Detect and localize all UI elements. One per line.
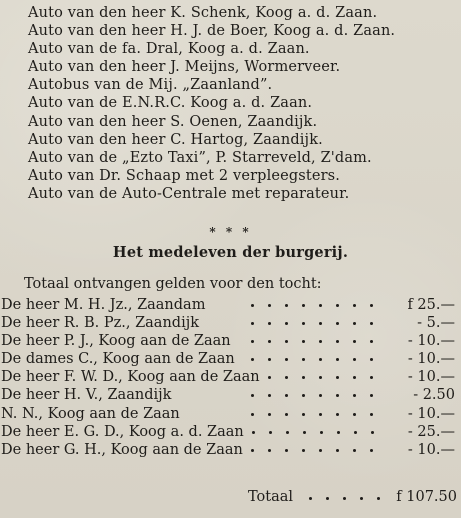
- leader-dot: [353, 358, 356, 361]
- leader-dot: [326, 497, 329, 500]
- donation-row: [1, 405, 459, 423]
- leader-dot: [285, 322, 288, 325]
- vehicle-line: Auto van de „Ezto Taxi”, P. Starreveld, Z'dam.: [28, 149, 372, 166]
- leader-dot: [319, 358, 322, 361]
- donation-row: [1, 441, 459, 459]
- leader-dot: [286, 431, 289, 434]
- leader-dot: [251, 358, 254, 361]
- leader-dot: [251, 304, 254, 307]
- leader-dot: [354, 431, 357, 434]
- leader-dot: [302, 394, 305, 397]
- leader-dot: [285, 358, 288, 361]
- leader-dot: [353, 394, 356, 397]
- leader-dot: [370, 413, 373, 416]
- leader-dot: [336, 322, 339, 325]
- leader-dot: [251, 413, 254, 416]
- leader-dot: [303, 431, 306, 434]
- leader-dot: [370, 449, 373, 452]
- leader-dot: [336, 304, 339, 307]
- donation-amount: - 5.—: [417, 315, 455, 332]
- leader-dot: [285, 413, 288, 416]
- leader-dot: [353, 449, 356, 452]
- leader-dot: [319, 376, 322, 379]
- leader-dot: [285, 449, 288, 452]
- total-row: [0, 489, 461, 509]
- leader-dot: [360, 497, 363, 500]
- leader-dot: [251, 322, 254, 325]
- leader-dot: [377, 497, 380, 500]
- leader-dot: [319, 340, 322, 343]
- donation-amount: - 25.—: [407, 423, 455, 440]
- leader-dot: [251, 449, 254, 452]
- leader-dot: [319, 413, 322, 416]
- leader-dot: [336, 376, 339, 379]
- leader-dot: [302, 322, 305, 325]
- vehicle-line: Auto van den heer K. Schenk, Koog a. d. Zaan.: [28, 5, 378, 21]
- leader-dot: [268, 394, 271, 397]
- leader-dot: [336, 413, 339, 416]
- leader-dot: [353, 376, 356, 379]
- leader-dot: [353, 340, 356, 343]
- donation-row: [1, 314, 459, 332]
- donor-name: De dames C., Koog aan de Zaan: [1, 351, 235, 368]
- leader-dot: [269, 431, 272, 434]
- leader-dot: [336, 340, 339, 343]
- donor-name: De heer P. J., Koog aan de Zaan: [1, 333, 231, 350]
- leader-dot: [370, 358, 373, 361]
- donation-row: [1, 386, 459, 404]
- leader-dot: [252, 431, 255, 434]
- leader-dot: [268, 304, 271, 307]
- leader-dot: [268, 358, 271, 361]
- section-title: Het medeleven der burgerij.: [112, 244, 349, 261]
- section-separator: * * *: [209, 225, 252, 239]
- leader-dot: [309, 497, 312, 500]
- leader-dot: [370, 322, 373, 325]
- leader-dot: [370, 394, 373, 397]
- leader-dot: [320, 431, 323, 434]
- donation-row: [1, 350, 459, 368]
- donor-name: N. N., Koog aan de Zaan: [1, 405, 180, 422]
- leader-dot: [285, 304, 288, 307]
- leader-dot: [353, 322, 356, 325]
- leader-dot: [285, 376, 288, 379]
- leader-dot: [370, 340, 373, 343]
- leader-dot: [268, 340, 271, 343]
- leader-dot: [285, 340, 288, 343]
- donor-name: De heer F. W. D., Koog aan de Zaan: [1, 369, 260, 386]
- donation-amount: - 10.—: [407, 405, 455, 422]
- donation-list: [1, 296, 459, 459]
- donor-name: De heer E. G. D., Koog a. d. Zaan: [1, 423, 244, 440]
- vehicle-line: Auto van de E.N.R.C. Koog a. d. Zaan.: [28, 95, 313, 112]
- donation-row: [1, 423, 459, 441]
- leader-dot: [337, 431, 340, 434]
- donation-amount: f 25.—: [407, 297, 455, 313]
- vehicle-line: Auto van den heer H. J. de Boer, Koog a. d. Zaan.: [28, 23, 396, 40]
- leader-dot: [370, 376, 373, 379]
- leader-dot: [302, 376, 305, 379]
- donor-name: De heer R. B. Pz., Zaandijk: [1, 315, 199, 332]
- leader-dot: [336, 394, 339, 397]
- leader-dot: [319, 449, 322, 452]
- leader-dot: [336, 449, 339, 452]
- donation-row: [1, 332, 459, 350]
- vehicle-list: [28, 4, 458, 203]
- vehicle-line: Auto van den heer J. Meijns, Wormerveer.: [28, 59, 341, 76]
- donation-amount: - 10.—: [407, 351, 455, 368]
- donation-amount: - 10.—: [407, 369, 455, 386]
- leader-dot: [251, 340, 254, 343]
- leader-dot: [319, 322, 322, 325]
- vehicle-line: Auto van den heer C. Hartog, Zaandijk.: [28, 131, 323, 148]
- leader-dot: [302, 449, 305, 452]
- leader-dot: [336, 358, 339, 361]
- leader-dot: [268, 449, 271, 452]
- leader-dot: [353, 304, 356, 307]
- donation-row: [1, 368, 459, 386]
- donation-amount: - 2.50: [413, 387, 455, 404]
- donation-amount: - 10.—: [407, 333, 455, 350]
- vehicle-line: Auto van de Auto-Centrale met reparateur.: [28, 185, 350, 202]
- leader-dot: [268, 413, 271, 416]
- vehicle-line: Auto van de fa. Dral, Koog a. d. Zaan.: [28, 41, 310, 58]
- leader-dot: [302, 413, 305, 416]
- leader-dot: [302, 304, 305, 307]
- donation-amount: - 10.—: [407, 441, 455, 458]
- vehicle-line: Auto van Dr. Schaap met 2 verpleegsters.: [28, 167, 341, 184]
- leader-dot: [302, 340, 305, 343]
- donor-name: De heer G. H., Koog aan de Zaan: [1, 441, 243, 458]
- leader-dot: [319, 304, 322, 307]
- vehicle-line: Auto van den heer S. Oenen, Zaandijk.: [28, 113, 318, 130]
- total-amount: f 107.50: [396, 489, 457, 505]
- leader-dot: [268, 322, 271, 325]
- leader-dot: [268, 376, 271, 379]
- leader-dot: [251, 394, 254, 397]
- leader-dot: [353, 413, 356, 416]
- donation-row: [1, 296, 459, 314]
- donor-name: De heer M. H. Jz., Zaandam: [1, 297, 206, 313]
- vehicle-line: Autobus van de Mij. „Zaanland”.: [28, 77, 273, 94]
- leader-dot: [343, 497, 346, 500]
- donor-name: De heer H. V., Zaandijk: [1, 387, 172, 404]
- donations-intro: Totaal ontvangen gelden voor den tocht:: [24, 276, 322, 292]
- total-label: Totaal: [248, 489, 294, 505]
- leader-dot: [319, 394, 322, 397]
- leader-dot: [371, 431, 374, 434]
- leader-dot: [370, 304, 373, 307]
- leader-dot: [302, 358, 305, 361]
- leader-dot: [285, 394, 288, 397]
